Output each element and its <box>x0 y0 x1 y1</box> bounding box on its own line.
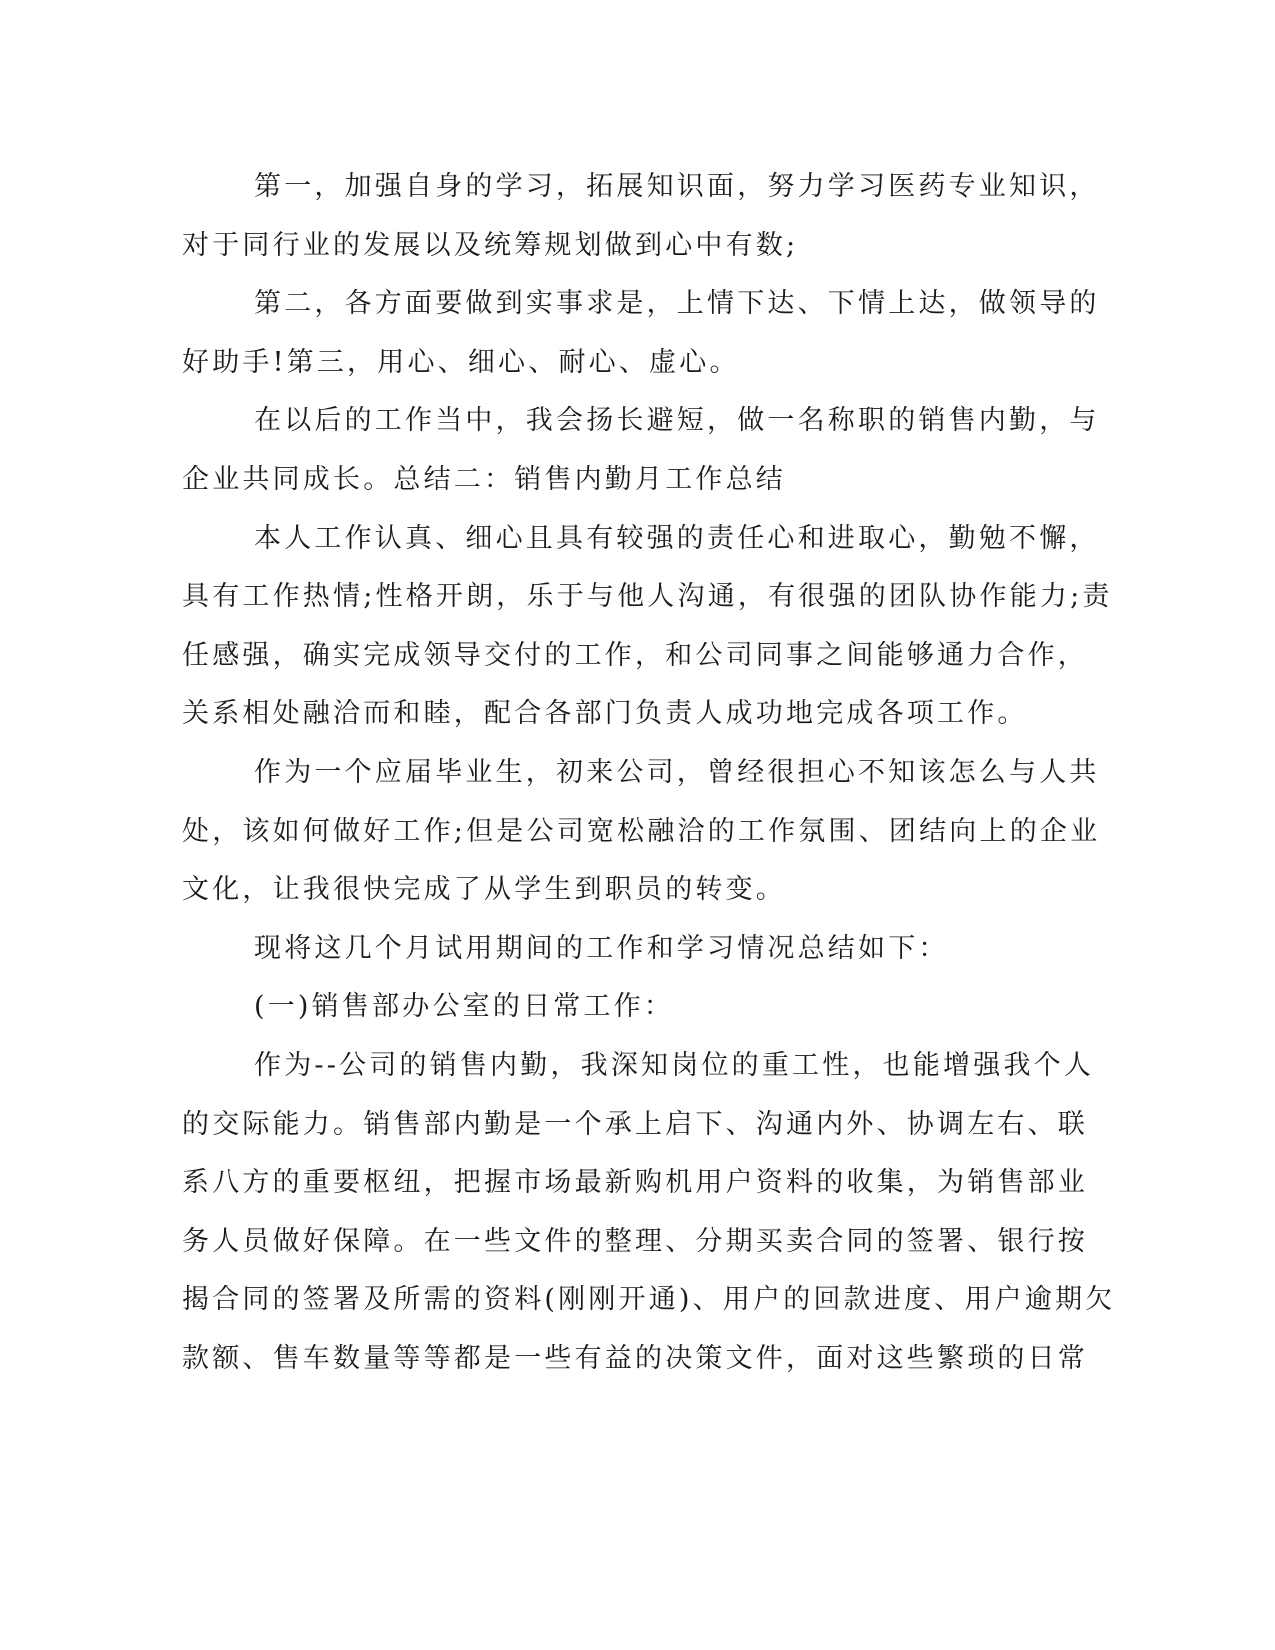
text-line: 款额、售车数量等等都是一些有益的决策文件，面对这些繁琐的日常 <box>182 1342 1088 1374</box>
text-line: 作为--公司的销售内勤，我深知岗位的重工性，也能增强我个人 <box>254 1049 1095 1081</box>
text-line: 对于同行业的发展以及统筹规划做到心中有数; <box>182 229 799 261</box>
text-line: 企业共同成长。总结二：销售内勤月工作总结 <box>182 463 786 495</box>
text-line: 关系相处融洽而和睦，配合各部门负责人成功地完成各项工作。 <box>182 698 1028 730</box>
text-line: 好助手!第三，用心、细心、耐心、虚心。 <box>182 346 740 378</box>
text-line: 任感强，确实完成领导交付的工作，和公司同事之间能够通力合作， <box>182 639 1088 671</box>
text-line: 第一，加强自身的学习，拓展知识面，努力学习医药专业知识， <box>254 171 1100 202</box>
text-line: 作为一个应届毕业生，初来公司，曾经很担心不知该怎么与人共 <box>254 756 1100 788</box>
text-line: 揭合同的签署及所需的资料(刚刚开通)、用户的回款进度、用户逾期欠 <box>182 1284 1116 1316</box>
text-line: 系八方的重要枢纽，把握市场最新购机用户资料的收集，为销售部业 <box>182 1167 1088 1199</box>
text-line: 现将这几个月试用期间的工作和学习情况总结如下： <box>254 932 949 964</box>
text-line: 文化，让我很快完成了从学生到职员的转变。 <box>182 874 786 906</box>
text-line: (一)销售部办公室的日常工作： <box>254 991 675 1023</box>
text-line: 的交际能力。销售部内勤是一个承上启下、沟通内外、协调左右、联 <box>182 1108 1088 1140</box>
body-text <box>182 158 1116 1388</box>
text-line: 具有工作热情;性格开朗，乐于与他人沟通，有很强的团队协作能力;责 <box>182 581 1113 613</box>
text-line: 本人工作认真、细心且具有较强的责任心和进取心，勤勉不懈， <box>254 522 1100 554</box>
text-line: 第二，各方面要做到实事求是，上情下达、下情上达，做领导的 <box>254 288 1100 320</box>
text-line: 务人员做好保障。在一些文件的整理、分期买卖合同的签署、银行按 <box>182 1225 1088 1257</box>
text-line: 处，该如何做好工作;但是公司宽松融洽的工作氛围、团结向上的企业 <box>182 815 1101 847</box>
text-line: 在以后的工作当中，我会扬长避短，做一名称职的销售内勤，与 <box>254 405 1100 437</box>
